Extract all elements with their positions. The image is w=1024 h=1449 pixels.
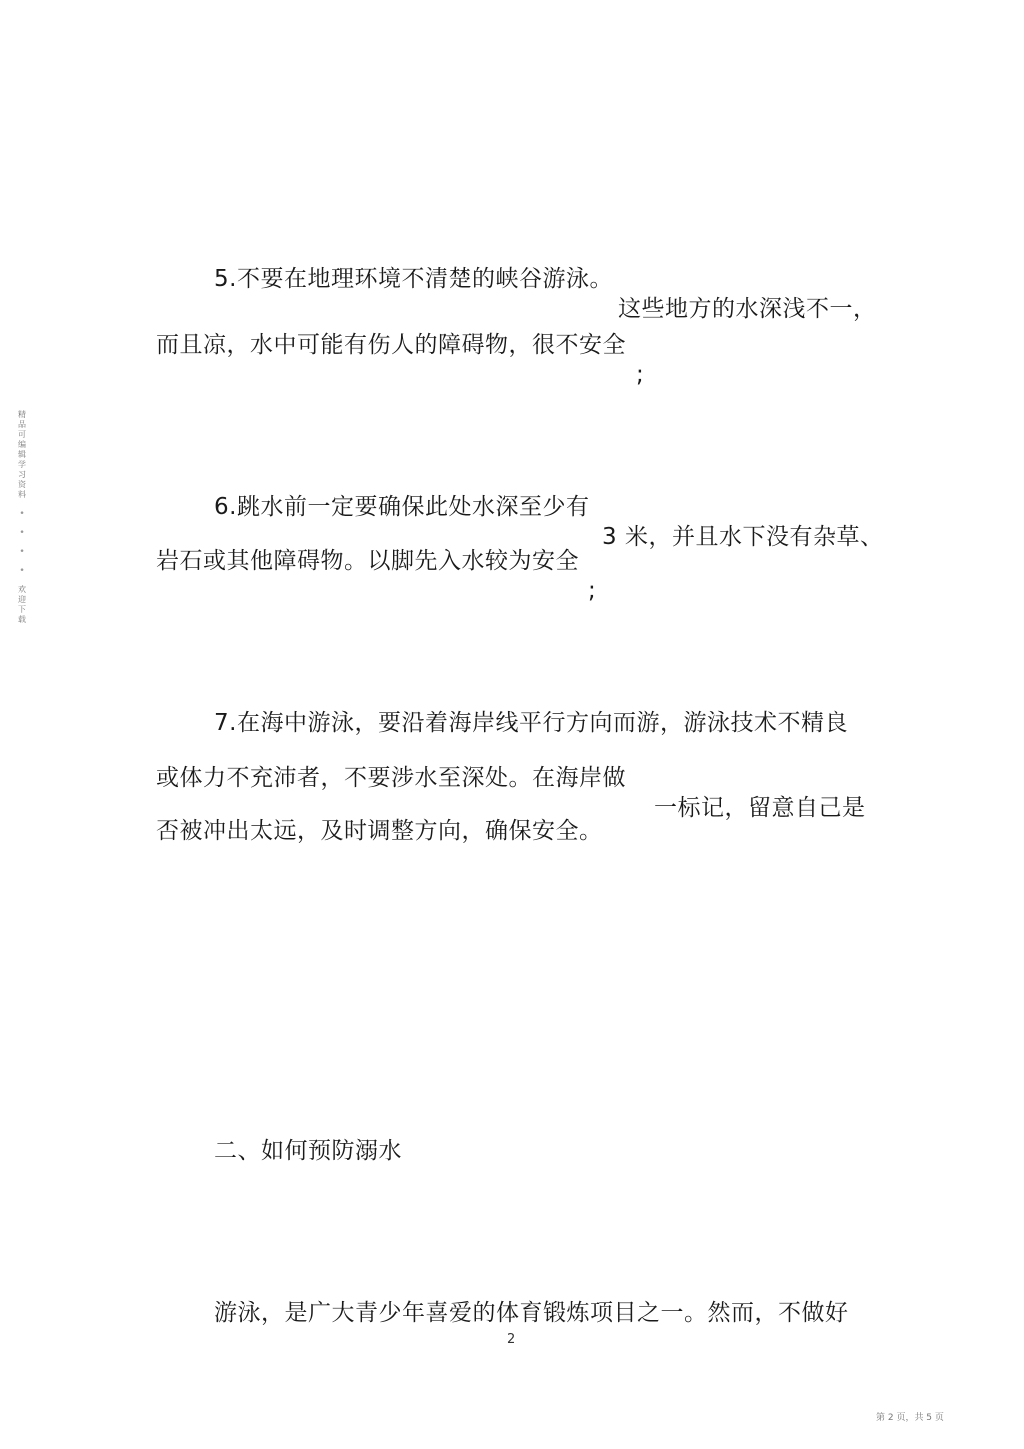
page-number: 2	[507, 1332, 516, 1347]
paragraph-6-text-c: 岩石或其他障碍物。以脚先入水较为安全	[156, 548, 579, 574]
side-dot-2: •	[19, 528, 25, 538]
paragraph-7-text-c: 一标记，留意自己是	[654, 795, 866, 821]
paragraph-5-line-2	[0, 300, 645, 390]
page-footer: 第 2 页，共 5 页	[876, 1413, 944, 1423]
paragraph-7-text-d: 否被冲出太远，及时调整方向，确保安全。	[156, 818, 603, 844]
side-dot-1: •	[19, 509, 25, 519]
paragraph-7-text-a: 7.在海中游泳，要沿着海岸线平行方向而游，游泳技术不精良	[214, 710, 848, 736]
paragraph-6-semicolon: ;	[588, 578, 597, 604]
paragraph-5-text-b: 这些地方的水深浅不一，	[618, 296, 877, 322]
side-watermark	[16, 410, 28, 625]
paragraph-8-text: 游泳，是广大青少年喜爱的体育锻炼项目之一。然而，不做好	[214, 1300, 849, 1326]
paragraph-6-text-b: 3 米，并且水下没有杂草、	[602, 524, 884, 550]
side-dot-4: •	[19, 566, 25, 576]
paragraph-5-semicolon: ;	[636, 362, 645, 388]
paragraph-7-line-3	[0, 786, 603, 846]
paragraph-5-text-c: 而且凉，水中可能有伤人的障碍物，很不安全	[156, 332, 626, 358]
paragraph-7-text-b: 或体力不充沛者，不要涉水至深处。在海岸做	[156, 765, 626, 791]
paragraph-5-text-a: 5.不要在地理环境不清楚的峡谷游泳。	[214, 266, 613, 292]
section-heading: 二、如何预防溺水	[214, 1138, 402, 1164]
paragraph-8-line-1	[0, 1268, 849, 1328]
paragraph-7-line-1	[0, 678, 848, 738]
side-dot-3: •	[19, 547, 25, 557]
paragraph-6-text-a: 6.跳水前一定要确保此处水深至少有	[214, 494, 590, 520]
side-watermark-text-bottom: 欢迎下载	[18, 585, 26, 624]
section-heading-line	[0, 1106, 402, 1166]
side-watermark-text-top: 精品可编辑学习资料	[18, 410, 26, 499]
